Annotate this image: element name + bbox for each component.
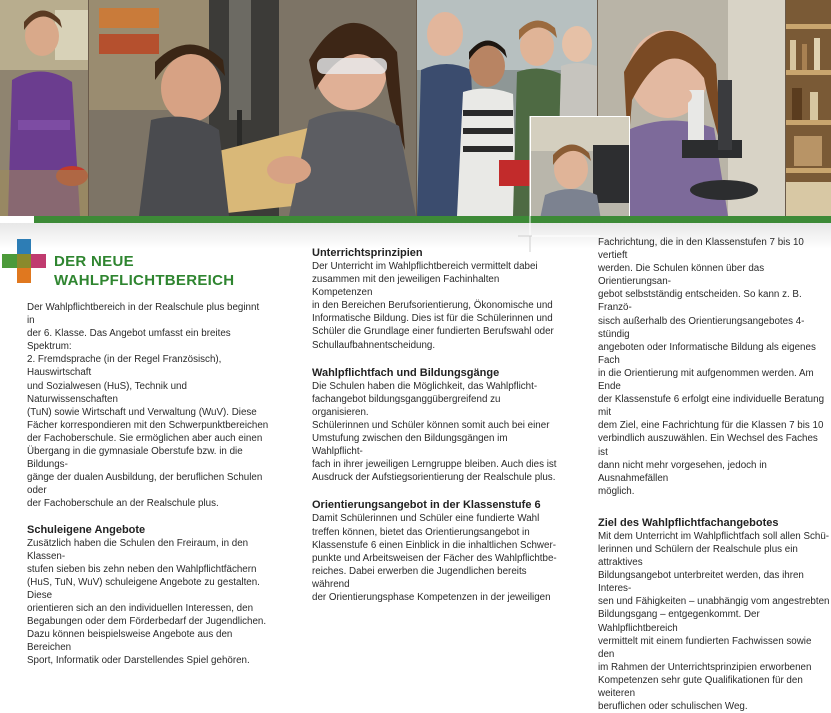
title-line-2: WAHLPFLICHTBEREICH bbox=[54, 272, 235, 289]
heading-unterrichtsprinzipien: Unterrichtsprinzipien bbox=[312, 247, 423, 259]
photo-drilling-wood bbox=[89, 0, 416, 216]
paragraph-orientierung-continued: Fachrichtung, die in den Klassenstufen 7 bis 10 vertieft werden. Die Schulen können über das Orientierungsan- gebot selbstständig entscheiden. So kann z. B. Franzö- sisch außerhalb des Orientierungsangebotes 4-stündig angeboten oder Informatische Bildung als eigenes Fach in die Orientierung mit aufgenommen werden. Am Ende der Klassenstufe 6 erfolgt eine individuelle Beratung mit dem Ziel, eine Fachrichtung für die Klassen 7 bis 10 verbindlich auszuwählen. Ein Wechsel des Faches ist dann nicht mehr vorgesehen, jedoch in Ausnahmefällen möglich. bbox=[598, 237, 825, 497]
heading-orientierungsangebot: Orientierungsangebot in der Klassenstufe 6 bbox=[312, 499, 541, 512]
column-right bbox=[598, 236, 830, 713]
heading-ziel: Ziel des Wahlpflichtfachangebotes bbox=[598, 516, 779, 529]
photo-workshop-shelves bbox=[786, 0, 831, 216]
paragraph-orientierungsangebot: Damit Schülerinnen und Schüler eine fundierte Wahl treffen können, bietet das Orientierungsangebot in Klassenstufe 6 einen Einblick in die inhaltlichen Schwer- punkte und Arbeitsweisen der Fächer des Wahlpflichtbe- reiches. Dabei erwerben die Jugendlichen bereits während der Orientierungsphase Kompetenzen in der jeweiligen bbox=[312, 513, 557, 603]
cross-logo-icon bbox=[2, 239, 46, 283]
photo-student-purple-shirt bbox=[0, 0, 88, 216]
intro-paragraph: Der Wahlpflichtbereich in der Realschule plus beginnt in der 6. Klasse. Das Angebot umfasst ein breites Spektrum: 2. Fremdsprache (in der Regel Französisch), Hauswirtschaft und Sozialwesen (HuS), Technik und Naturwissenschaften (TuN) sowie Wirtschaft und Verwaltung (WuV). Diese Fächer korrespondieren mit den Schwerpunktbereichen der Fachoberschule. Sie ermöglichen aber auch einen Übergang in die gymnasiale Oberstufe bzw. in die Bildungs- gänge der dualen Ausbildung, der beruflichen Schulen oder der Fachoberschule an der Realschule plus. bbox=[27, 302, 269, 510]
paragraph-unterrichtsprinzipien: Der Unterricht im Wahlpflichtbereich vermittelt dabei zusammen mit den jeweiligen Fachinhalten Kompetenzen in den Bereichen Berufsorientierung, Ökonomische und Informatische Bildung. Dies ist für die Schülerinnen und Schüler die Grundlage einer fundierten Berufswahl oder Schullaufbahnentscheidung. bbox=[312, 261, 554, 351]
paragraph-wahlpflichtfach: Die Schulen haben die Möglichkeit, das Wahlpflicht- fachangebot bildungsganggübergreifend zu organisieren. Schülerinnen und Schüler können somit auch bei einer Umstufung zwischen den Bildungsgängen im Wahlpflicht- fach in ihrer jeweiligen Lerngruppe bleiben. Auch dies ist Ausdruck der Aufstiegsorientierung der Realschule plus. bbox=[312, 380, 557, 484]
column-middle bbox=[312, 246, 558, 604]
accent-bar bbox=[34, 216, 831, 223]
paragraph-schuleigene-angebote: Zusätzlich haben die Schulen den Freiraum, in den Klassen- stufen sieben bis zehn neben den Wahlpflichtfächern (HuS, TuN, WuV) schuleigene Angebote zu gestalten. Diese orientieren sich an den individuellen Interessen, den Begabungen oder dem Förderbedarf der Jugendlichen. Dazu können beispielsweise Angebote aus den Bereichen Sport, Informatik oder Darstellendes Spiel gehören. bbox=[27, 537, 267, 667]
heading-schuleigene-angebote: Schuleigene Angebote bbox=[27, 523, 146, 536]
heading-wahlpflichtfach: Wahlpflichtfach und Bildungsgänge bbox=[312, 366, 500, 379]
paragraph-ziel: Mit dem Unterricht im Wahlpflichtfach soll allen Schü- lerinnen und Schülern der Realschule plus ein attraktives Bildungsangebot unterbreitet werden, das ihren Interes- sen und Fähigkeiten – unabhängig vom angestrebten Bildungsgang – entgegenkommt. Der Wahlpflichtbereich vermittelt mit einem fundierten Fachwissen sowie den im Rahmen der Unterrichtsprinzipien erworbenen Kompetenzen sehr gute Qualifikationen für den weiteren beruflichen oder schulischen Weg. bbox=[598, 530, 830, 713]
page-title bbox=[54, 252, 274, 290]
column-left bbox=[27, 301, 269, 667]
header-photo-strip bbox=[0, 0, 831, 216]
title-line-1: DER NEUE bbox=[54, 253, 134, 270]
